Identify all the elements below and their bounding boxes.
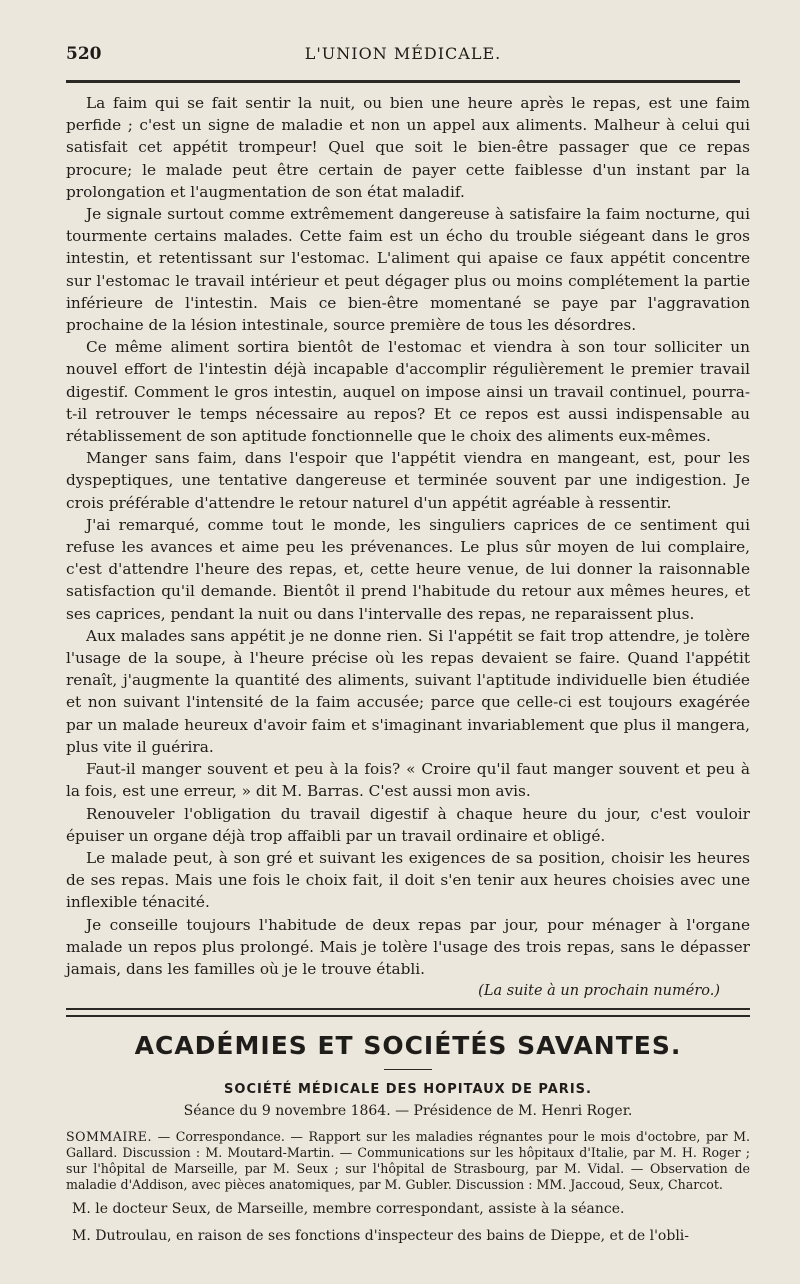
article-body [66, 92, 750, 1247]
section-divider [66, 1008, 750, 1017]
paragraph: Aux malades sans appétit je ne donne rien. Si l'appétit se fait trop attendre, je tolère l'usage de la soupe, à l'heure précise où les repas devaient se faire. Quand l'appétit renaît, j'augmente la quantité des aliments, suivant l'aptitude individuelle bien étudiée et non suivant l'intensité de la faim accusée; parce que celle-ci est toujours exagérée par un malade heureux d'avoir faim et s'imaginant invariablement que plus il mangera, plus vite il guérira. [66, 626, 750, 756]
paragraph: Faut-il manger souvent et peu à la fois? « Croire qu'il faut manger souvent et peu à la fois, est une erreur, » dit M. Barras. C'est aussi mon avis. [66, 760, 750, 801]
title-rule [384, 1069, 432, 1070]
paragraph: Je signale surtout comme extrêmement dangereuse à satisfaire la faim nocturne, qui tourmente certains malades. Cette faim est un écho du trouble siégeant dans le gros intestin, et retentissant sur l'estomac. L'aliment qui apaise ce faux appétit concentre sur l'estomac le travail intérieur et peut dégager plus ou moins complétement la partie inférieure de l'intestin. Mais ce bien-être momentané se paye par l'aggravation prochaine de la lésion intestinale, source première de tous les désordres. [66, 205, 750, 335]
paragraph: Ce même aliment sortira bientôt de l'estomac et viendra à son tour solliciter un nouvel effort de l'intestin déjà incapable d'accomplir régulièrement le premier travail digestif. Comment le gros intestin, auquel on impose ainsi un travail continuel, pourra-t-il retrouver le temps nécessaire au repos? Et ce repos est aussi indispensable au rétablissement de son aptitude fonctionnelle que le choix des aliments eux-mêmes. [66, 338, 750, 446]
summary-lead: SOMMAIRE. [66, 1129, 152, 1145]
running-title: L'UNION MÉDICALE. [304, 44, 502, 63]
paragraph: Le malade peut, à son gré et suivant les exigences de sa position, choisir les heures de ses repas. Mais une fois le choix fait, il doit s'en tenir aux heures choisies avec une inflexible ténacité. [66, 848, 750, 912]
summary [66, 1129, 750, 1193]
page-number: 520 [66, 44, 102, 64]
session-line: Séance du 9 novembre 1864. — Présidence de M. Henri Roger. [183, 1103, 633, 1120]
paragraph: Renouveler l'obligation du travail digestif à chaque heure du jour, c'est vouloir épuiser un organe déjà trop affaibli par un travail ordinaire et obligé. [66, 804, 750, 845]
page-header [66, 44, 740, 70]
continued-note: (La suite à un prochain numéro.) [478, 983, 720, 1000]
session-note: M. le docteur Seux, de Marseille, membre correspondant, assiste à la séance. [72, 1201, 625, 1218]
paragraph: Je conseille toujours l'habitude de deux repas par jour, pour ménager à l'organe malade un repos plus prolongé. Mais je tolère l'usage des trois repas, sans le dépasser jamais, dans les familles où je le trouve établi. [66, 915, 750, 978]
paragraph: Manger sans faim, dans l'espoir que l'appétit viendra en mangeant, est, pour les dyspeptiques, une tentative dangereuse et terminée souvent par une indigestion. Je crois préférable d'attendre le retour naturel d'un appétit agréable à ressentir. [66, 449, 750, 512]
summary-text: — Correspondance. — Rapport sur les maladies régnantes pour le mois d'octobre, par M. Gallard. Discussion : M. Moutard-Martin. — Communications sur les hôpitaux d'Italie, par M. H. Roger ; sur l'hôpital de Marseille, par M. Seux ; sur l'hôpital de Strasbourg, par M. Vidal. — Observation de maladie d'Addison, avec pièces anatomiques, par M. Gubler. Discussion : MM. Jaccoud, Seux, Charcot. [66, 1129, 750, 1193]
header-rule [66, 80, 740, 83]
paragraph: La faim qui se fait sentir la nuit, ou bien une heure après le repas, est une faim perfide ; c'est un signe de maladie et non un appel aux aliments. Malheur à celui qui satisfait cet appétit trompeur! Quel que soit le bien-être passager que ce repas procure; le malade peut être certain de payer cette faiblesse d'un instant par la prolongation et l'augmentation de son état maladif. [66, 94, 750, 201]
section-title: ACADÉMIES ET SOCIÉTÉS SAVANTES. [134, 1031, 682, 1061]
paragraph: J'ai remarqué, comme tout le monde, les singuliers caprices de ce sentiment qui refuse les avances et aime peu les prévenances. Le plus sûr moyen de lui complaire, c'est d'attendre l'heure des repas, et, cette heure venue, de lui donner la raisonnable satisfaction qu'il demande. Bientôt il prend l'habitude du retour aux mêmes heures, et ses caprices, pendant la nuit ou dans l'intervalle des repas, ne reparaissent plus. [66, 515, 750, 623]
session-note: M. Dutroulau, en raison de ses fonctions d'inspecteur des bains de Dieppe, et de l'obli- [72, 1228, 690, 1245]
society-heading: SOCIÉTÉ MÉDICALE DES HOPITAUX DE PARIS. [224, 1082, 592, 1098]
